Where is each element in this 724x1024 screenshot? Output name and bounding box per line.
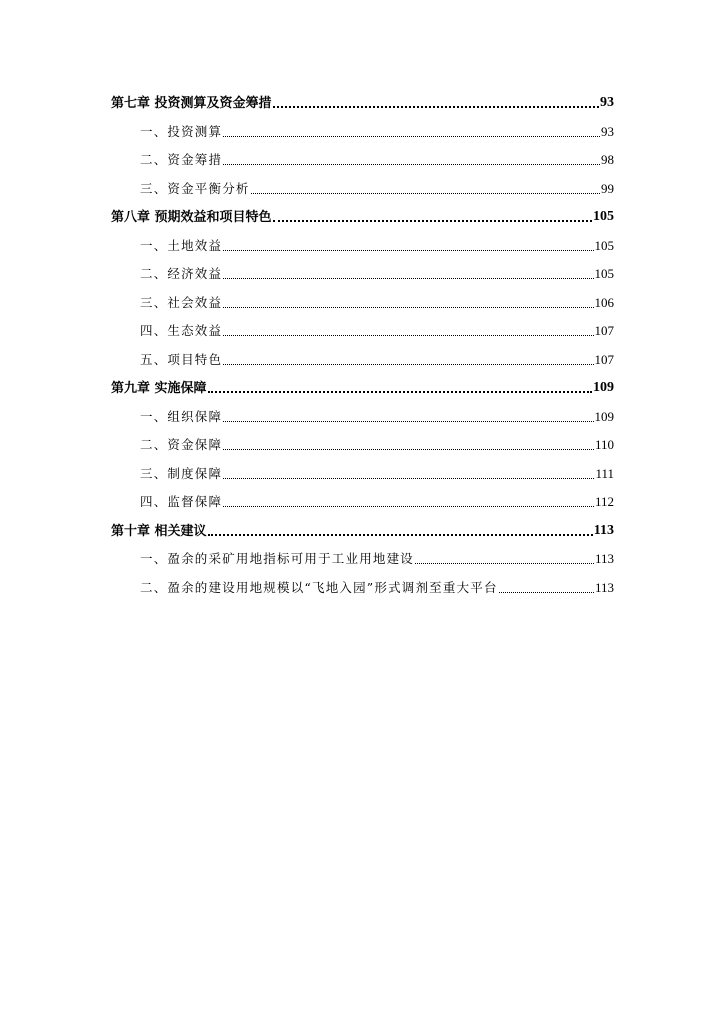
- toc-entry-page: 106: [594, 295, 614, 310]
- toc-entry-page: 112: [594, 494, 614, 509]
- dot-leader: [223, 335, 593, 336]
- dot-leader: [223, 136, 600, 137]
- dot-leader: [223, 449, 594, 450]
- toc-entry-label: 第九章 实施保障: [111, 381, 207, 396]
- toc-entry-page: 113: [593, 523, 614, 538]
- toc-entry-page: 113: [594, 551, 614, 566]
- toc-chapter-10[interactable]: [111, 519, 614, 539]
- toc-entry-label: 一、盈余的采矿用地指标可用于工业用地建设: [140, 551, 415, 566]
- toc-section-8-2[interactable]: [140, 262, 614, 282]
- dot-leader: [415, 563, 594, 564]
- toc-entry-page: 107: [594, 352, 614, 367]
- toc-entry-label: 第十章 相关建议: [111, 524, 207, 539]
- dot-leader: [208, 534, 593, 536]
- toc-entry-label: 二、资金筹措: [140, 152, 223, 167]
- toc-section-8-3[interactable]: [140, 291, 614, 311]
- toc-entry-label: 一、土地效益: [140, 238, 223, 253]
- dot-leader: [223, 164, 600, 165]
- toc-entry-label: 三、制度保障: [140, 466, 223, 481]
- toc-entry-label: 一、投资测算: [140, 124, 223, 139]
- toc-section-7-3[interactable]: [140, 177, 614, 197]
- toc-entry-label: 第八章 预期效益和项目特色: [111, 210, 272, 225]
- dot-leader: [223, 250, 593, 251]
- toc-entry-page: 105: [593, 209, 614, 224]
- dot-leader: [223, 307, 593, 308]
- dot-leader: [273, 220, 592, 222]
- dot-leader: [223, 364, 593, 365]
- toc-entry-label: 三、社会效益: [140, 295, 223, 310]
- toc-chapter-7[interactable]: [111, 91, 614, 111]
- toc-section-8-5[interactable]: [140, 348, 614, 368]
- toc-section-7-2[interactable]: [140, 148, 614, 168]
- toc-section-8-4[interactable]: [140, 319, 614, 339]
- toc-entry-page: 105: [594, 238, 614, 253]
- toc-entry-label: 第七章 投资测算及资金筹措: [111, 96, 272, 111]
- dot-leader: [208, 391, 592, 393]
- dot-leader: [223, 506, 594, 507]
- toc-entry-page: 109: [594, 409, 614, 424]
- toc-chapter-8[interactable]: [111, 205, 614, 225]
- toc-entry-page: 111: [595, 466, 614, 481]
- toc-section-9-1[interactable]: [140, 405, 614, 425]
- toc-entry-page: 93: [600, 95, 614, 110]
- toc-section-10-1[interactable]: [140, 547, 614, 567]
- toc-section-9-4[interactable]: [140, 490, 614, 510]
- toc-section-9-3[interactable]: [140, 462, 614, 482]
- dot-leader: [273, 106, 599, 108]
- toc-entry-page: 109: [593, 380, 614, 395]
- dot-leader: [223, 478, 594, 479]
- toc-entry-label: 三、资金平衡分析: [140, 181, 250, 196]
- toc-section-9-2[interactable]: [140, 433, 614, 453]
- toc-entry-label: 四、监督保障: [140, 494, 223, 509]
- toc-entry-page: 98: [601, 152, 614, 167]
- dot-leader: [499, 592, 594, 593]
- toc-chapter-9[interactable]: [111, 376, 614, 396]
- dot-leader: [223, 421, 593, 422]
- toc-section-8-1[interactable]: [140, 234, 614, 254]
- toc-entry-page: 110: [594, 437, 614, 452]
- toc-section-7-1[interactable]: [140, 120, 614, 140]
- dot-leader: [223, 278, 593, 279]
- toc-section-10-2[interactable]: [140, 576, 614, 596]
- toc-entry-label: 一、组织保障: [140, 409, 223, 424]
- toc-entry-page: 107: [594, 323, 614, 338]
- toc-entry-label: 四、生态效益: [140, 323, 223, 338]
- dot-leader: [251, 193, 600, 194]
- toc-entry-page: 93: [601, 124, 614, 139]
- toc-entry-label: 二、资金保障: [140, 437, 223, 452]
- toc-entry-label: 二、盈余的建设用地规模以“飞地入园”形式调剂至重大平台: [140, 580, 498, 595]
- toc-entry-page: 105: [594, 266, 614, 281]
- toc-entry-label: 五、项目特色: [140, 352, 223, 367]
- toc-entry-page: 113: [594, 580, 614, 595]
- toc-entry-page: 99: [601, 181, 614, 196]
- toc-entry-label: 二、经济效益: [140, 266, 223, 281]
